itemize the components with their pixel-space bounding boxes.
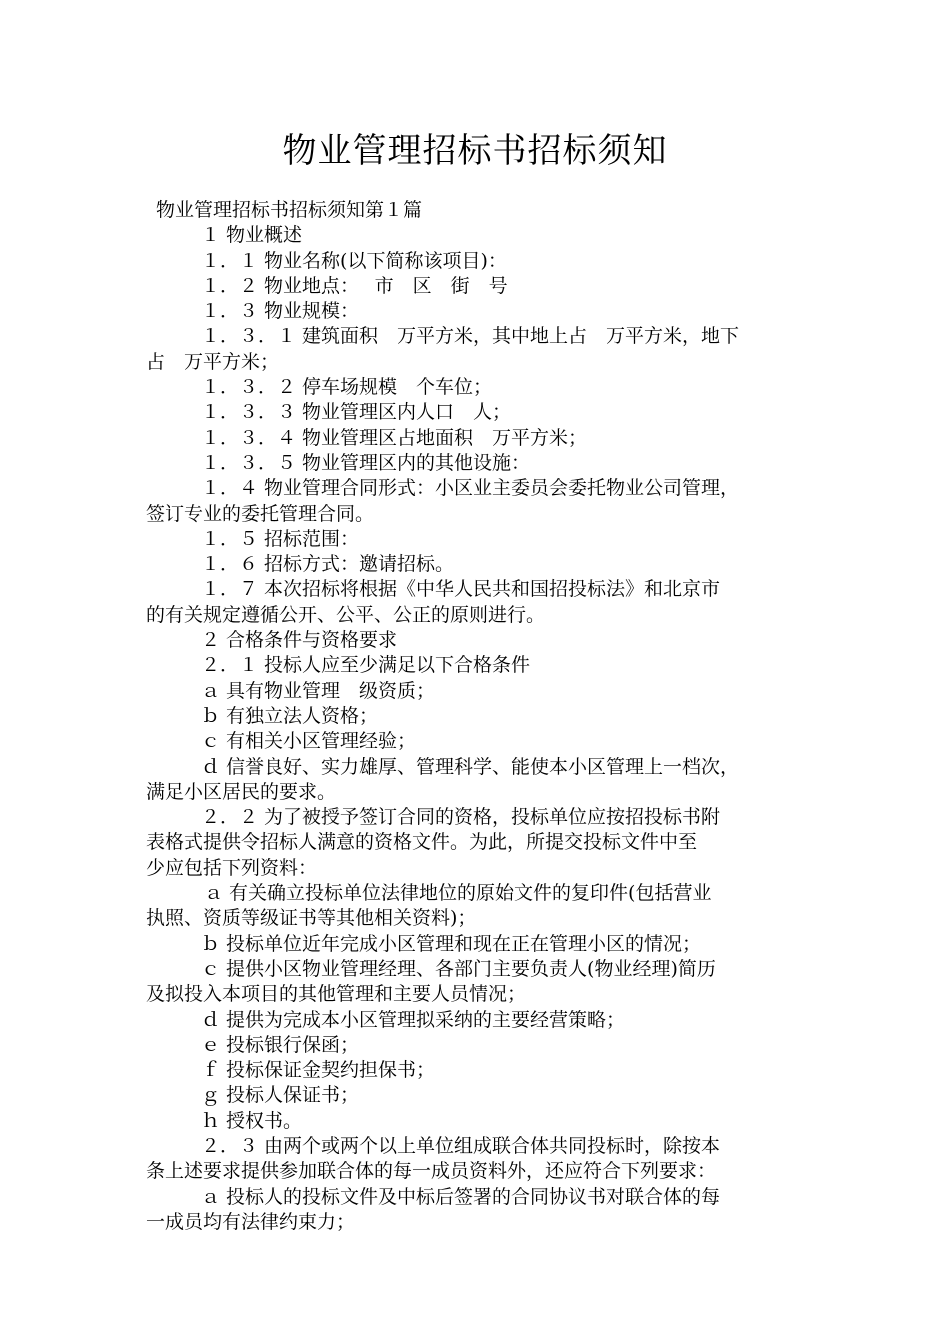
paragraph-line: １．２ 物业地点： 市 区 街 号 (201, 274, 508, 297)
paragraph-line: １．３．２ 停车场规模 个车位； (201, 376, 493, 399)
paragraph-line: 签订专业的委托管理合同。 (146, 502, 375, 525)
paragraph-line: ２．２ 为了被授予签订合同的资格，投标单位应按招投标书附 (201, 806, 721, 829)
paragraph-line: ａ 具有物业管理 级资质； (201, 679, 436, 702)
paragraph-line: １．３．５ 物业管理区内的其他设施： (201, 451, 531, 474)
paragraph-line: 一成员均有法律约束力； (146, 1210, 356, 1233)
paragraph-line: ｃ 有相关小区管理经验； (201, 730, 417, 753)
paragraph-line: １．３．１ 建筑面积 万平方米，其中地上占 万平方米，地下 (201, 325, 740, 348)
paragraph-line: 占 万平方米； (146, 350, 280, 373)
paragraph-line: 物业管理招标书招标须知第１篇 (156, 199, 423, 221)
paragraph-line: ｃ 提供小区物业管理经理、各部门主要负责人(物业经理)简历 (201, 957, 716, 980)
paragraph-line: １．５ 招标范围： (201, 527, 360, 550)
paragraph-line: ２．１ 投标人应至少满足以下合格条件 (201, 654, 531, 677)
paragraph-line: １ 物业概述 (201, 224, 303, 247)
paragraph-line: 条上述要求提供参加联合体的每一成员资料外，还应符合下列要求： (146, 1160, 717, 1183)
paragraph-line: １．７ 本次招标将根据《中华人民共和国招投标法》和北京市 (201, 578, 721, 601)
document-title: 物业管理招标书招标须知 (282, 131, 668, 171)
paragraph-line: ｈ 授权书。 (201, 1109, 303, 1132)
paragraph-line: 表格式提供令招标人满意的资格文件。为此，所提交投标文件中至 (146, 831, 698, 854)
document-body (146, 198, 826, 1235)
paragraph-line: １．６ 招标方式：邀请招标。 (201, 553, 455, 576)
paragraph-line: ２．３ 由两个或两个以上单位组成联合体共同投标时，除按本 (201, 1134, 721, 1157)
paragraph-line: ｆ 投标保证金契约担保书； (201, 1059, 436, 1082)
paragraph-line: ｄ 信誉良好、实力雄厚、管理科学、能使本小区管理上一档次， (201, 755, 740, 778)
paragraph-line: ｇ 投标人保证书； (201, 1084, 360, 1107)
paragraph-line: 的有关规定遵循公开、公平、公正的原则进行。 (146, 603, 546, 626)
paragraph-line: １．３．３ 物业管理区内人口 人； (201, 401, 512, 424)
paragraph-line: 及拟投入本项目的其他管理和主要人员情况； (146, 983, 527, 1006)
paragraph-line: ｂ 投标单位近年完成小区管理和现在正在管理小区的情况； (201, 932, 702, 955)
paragraph-line: ａ 有关确立投标单位法律地位的原始文件的复印件(包括营业 (204, 882, 712, 905)
paragraph-line: ｅ 投标银行保函； (201, 1033, 360, 1056)
paragraph-line: １．３ 物业规模： (201, 300, 360, 323)
paragraph-line: 满足小区居民的要求。 (146, 780, 337, 803)
paragraph-line: ｂ 有独立法人资格； (201, 704, 379, 727)
paragraph-line: ２ 合格条件与资格要求 (201, 629, 398, 652)
paragraph-line: ｄ 提供为完成本小区管理拟采纳的主要经营策略； (201, 1008, 626, 1031)
paragraph-line: 执照、资质等级证书等其他相关资料)； (146, 907, 477, 930)
paragraph-line: １．１ 物业名称(以下简称该项目)： (201, 249, 507, 272)
paragraph-line: １．４ 物业管理合同形式：小区业主委员会委托物业公司管理， (201, 477, 740, 500)
paragraph-line: ａ 投标人的投标文件及中标后签署的合同协议书对联合体的每 (201, 1185, 721, 1208)
paragraph-line: １．３．４ 物业管理区占地面积 万平方米； (201, 426, 588, 449)
paragraph-line: 少应包括下列资料： (146, 856, 318, 879)
